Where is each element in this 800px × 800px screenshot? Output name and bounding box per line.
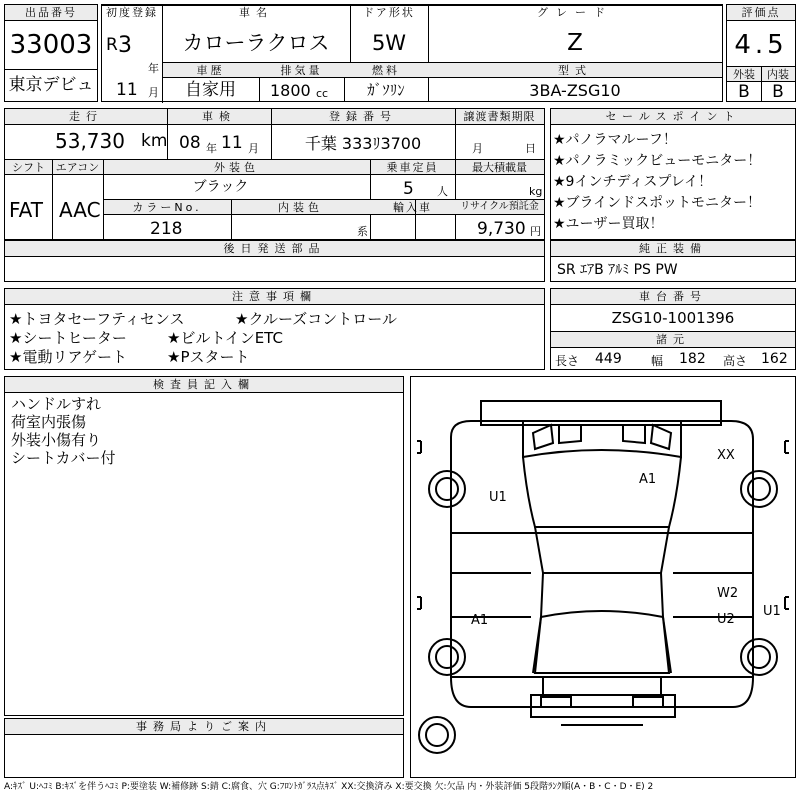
shift-label: シフト: [12, 161, 45, 174]
note-1: ★トヨタセーフティセンス: [9, 310, 185, 328]
capacity-label: 乗車定員: [386, 161, 439, 174]
inspector-box: [4, 376, 404, 716]
sales-points-box: [550, 108, 796, 240]
later-parts-box: [4, 240, 545, 282]
capacity-unit: 人: [437, 185, 448, 198]
grade-label: グレード: [537, 6, 613, 19]
equipment-list: SR ｴｱB ｱﾙﾐ PS PW: [557, 262, 678, 278]
lot-number-box: [4, 4, 98, 102]
interior-score: B: [772, 82, 784, 102]
sales-point-3: ★9インチディスプレイ！: [553, 174, 713, 190]
max-load-unit: kg: [529, 185, 543, 198]
lot-number-label: 出品番号: [5, 5, 97, 21]
inspection-month-unit: 月: [248, 142, 259, 155]
debut-label: 東京デビュ: [8, 75, 94, 95]
chassis-label: 車台番号: [551, 289, 795, 305]
sales-point-4: ★ブラインドスポットモニター！: [553, 195, 761, 211]
first-reg-label: 初度登録: [106, 6, 158, 19]
reg-number-label: 登録番号: [329, 110, 397, 123]
ext-color: ブラック: [192, 179, 249, 195]
history: 自家用: [185, 80, 236, 100]
damage-mark-xx: XX: [717, 448, 735, 463]
specs-label: 諸元: [551, 332, 795, 348]
exterior-score: B: [738, 82, 750, 102]
damage-mark-u1-right: U1: [763, 604, 781, 619]
sales-points-label: セールスポイント: [551, 109, 795, 125]
car-name-label: 車名: [239, 6, 273, 19]
shift: FAT: [9, 198, 44, 222]
inspector-line-2: 荷室内張傷: [11, 413, 87, 431]
transfer-deadline-label: 譲渡書類期限: [463, 110, 536, 123]
recycle-fee: 9,730: [477, 219, 526, 239]
year-unit: 年: [148, 62, 159, 75]
inspection-label: 車検: [202, 110, 236, 123]
damage-mark-a1-front: A1: [639, 472, 657, 487]
interior-label: 内装: [767, 68, 789, 81]
height-label: 高さ: [723, 354, 748, 368]
score-box: [726, 4, 796, 102]
damage-mark-u1-left: U1: [489, 490, 507, 505]
max-load-label: 最大積載量: [472, 161, 527, 174]
exterior-label: 外装: [733, 68, 755, 81]
grade: Z: [567, 30, 583, 56]
note-6: ★Pスタート: [167, 348, 250, 366]
mileage-unit: km: [141, 131, 168, 151]
notes-label: 注意事項欄: [5, 289, 544, 305]
height: 162: [761, 351, 788, 367]
transfer-month-unit: 月: [472, 142, 483, 155]
model-code: 3BA-ZSG10: [529, 81, 621, 100]
office-label: 事務局よりご案内: [5, 719, 403, 735]
car-outline-diagram: [411, 377, 795, 777]
transfer-day-unit: 日: [525, 142, 536, 155]
registration-number: 千葉 333ﾘ3700: [304, 134, 422, 153]
inspector-label: 検査員記入欄: [5, 377, 403, 393]
score: 4.5: [734, 30, 788, 60]
door-type: 5W: [371, 31, 407, 55]
color-number: 218: [150, 219, 183, 239]
width: 182: [679, 351, 706, 367]
damage-mark-u2: U2: [717, 612, 735, 627]
model-label: 型式: [558, 64, 592, 77]
inspector-line-3: 外装小傷有り: [11, 431, 102, 449]
damage-mark-a1-rear: A1: [471, 613, 489, 628]
sales-point-5: ★ユーザー買取！: [553, 216, 664, 232]
vehicle-details-box: [4, 108, 545, 240]
inspector-line-4: シートカバー付: [11, 449, 116, 467]
mileage-label: 走行: [69, 110, 103, 123]
era: R: [106, 35, 118, 55]
note-4: ★ビルトインETC: [167, 329, 283, 347]
recycle-label: リサイクル預託金: [460, 201, 539, 212]
int-color-unit: 系: [357, 225, 368, 238]
later-parts-label: 後日発送部品: [5, 241, 544, 257]
displacement: 1800: [270, 81, 311, 100]
fuel: ｶﾞｿﾘﾝ: [367, 81, 405, 99]
fuel-label: 燃料: [372, 64, 400, 77]
office-box: [4, 718, 404, 778]
sales-point-2: ★パノラミックビューモニター！: [553, 153, 762, 169]
notes-box: [4, 288, 545, 370]
inspection-year-unit: 年: [206, 142, 217, 155]
main-header-box: [101, 4, 723, 102]
reg-year: 3: [118, 33, 132, 58]
mileage: 53,730: [55, 129, 125, 153]
note-3: ★シートヒーター: [9, 329, 127, 347]
width-label: 幅: [651, 354, 664, 368]
import-label: 輸入車: [393, 201, 432, 214]
inspection-month: 11: [221, 133, 243, 153]
chassis-box: [550, 288, 796, 370]
length-label: 長さ: [555, 354, 580, 368]
month-unit: 月: [148, 86, 159, 99]
ext-color-label: 外装色: [214, 161, 259, 174]
inspector-line-1: ハンドルすれ: [11, 395, 102, 413]
damage-mark-w2: W2: [717, 586, 739, 601]
legend: A:ｷｽﾞ U:ﾍｺﾐ B:ｷｽﾞを伴うﾍｺﾐ P:要塗装 W:補修跡 S:錆 C:腐食、穴 G:ﾌﾛﾝﾄｶﾞﾗｽ点ｷｽﾞ XX:交換済み X:要交換 欠:欠品 内・外装評価 5段階ﾗﾝｸ順(A・B・C・D・E) 2: [4, 782, 654, 792]
inspection-year: 08: [179, 133, 201, 153]
equipment-label: 純正装備: [551, 241, 795, 257]
capacity: 5: [403, 179, 414, 199]
length: 449: [595, 351, 622, 367]
equipment-box: [550, 240, 796, 282]
chassis-number: ZSG10-1001396: [611, 309, 735, 327]
damage-diagram: [410, 376, 796, 778]
reg-month: 11: [116, 80, 138, 100]
note-5: ★電動リアゲート: [9, 348, 127, 366]
score-label: 評価点: [727, 5, 795, 21]
lot-number: 33003: [9, 30, 93, 60]
sales-point-1: ★パノラマルーフ！: [553, 132, 677, 148]
ac-label: エアコン: [55, 161, 100, 174]
ac: AAC: [59, 198, 101, 222]
displacement-unit: cc: [316, 87, 329, 100]
history-label: 車歴: [196, 64, 225, 77]
recycle-unit: 円: [530, 225, 541, 238]
int-color-label: 内装色: [278, 201, 323, 214]
note-2: ★クルーズコントロール: [235, 310, 397, 328]
car-name: カローラクロス: [182, 31, 330, 55]
door-label: ドア形状: [363, 6, 415, 19]
displacement-label: 排気量: [280, 64, 323, 77]
color-no-label: カラーNo.: [132, 201, 202, 214]
